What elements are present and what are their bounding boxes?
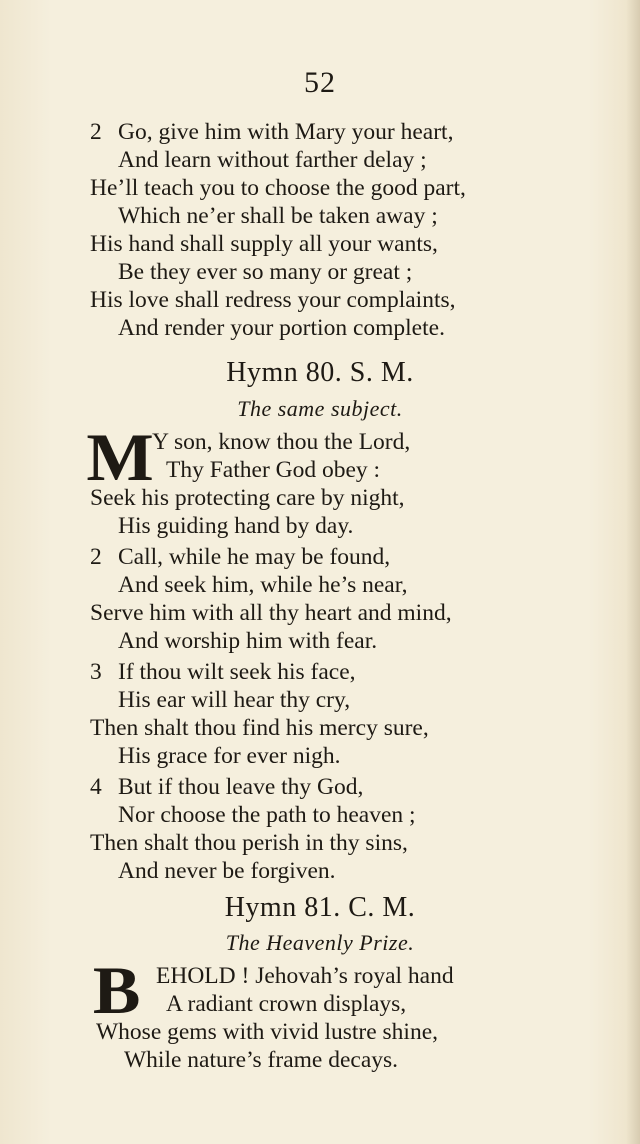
verse-line: EHOLD ! Jehovah’s royal hand: [156, 963, 454, 989]
verse-line: And seek him, while he’s near,: [118, 572, 408, 598]
stanza-number: 3: [90, 659, 102, 685]
verse-line: Then shalt thou find his mercy sure,: [90, 715, 429, 741]
verse-line: While nature’s frame decays.: [124, 1047, 399, 1073]
hymn-title: Hymn 81. C. M.: [224, 892, 416, 923]
drop-cap: B: [92, 952, 141, 1028]
verse-line: Serve him with all thy heart and mind,: [90, 600, 452, 626]
page-number: 52: [304, 66, 336, 99]
hymn-title: Hymn 80. S. M.: [226, 357, 414, 388]
verse-line: Which ne’er shall be taken away ;: [118, 203, 438, 229]
stanza-number: 2: [90, 544, 102, 570]
verse-text: Call, while he may be found,: [118, 544, 391, 570]
verse-line: Nor choose the path to heaven ;: [118, 802, 416, 828]
verse-line: [90, 543, 390, 571]
verse-line: Then shalt thou perish in thy sins,: [90, 830, 408, 856]
verse-line: Y son, know thou the Lord,: [152, 429, 411, 455]
verse-line: Whose gems with vivid lustre shine,: [96, 1019, 439, 1045]
verse-line: He’ll teach you to choose the good part,: [90, 175, 466, 201]
verse-line: His love shall redress your complaints,: [90, 287, 456, 313]
verse-line: [90, 773, 363, 801]
verse-line: Be they ever so many or great ;: [118, 259, 413, 285]
verse-line: [90, 658, 356, 686]
verse-line: And never be forgiven.: [118, 858, 336, 884]
verse-line: Thy Father God obey :: [166, 457, 381, 483]
hymn-subtitle: The same subject.: [237, 396, 403, 421]
verse-text: If thou wilt seek his face,: [118, 659, 356, 685]
verse-line: And worship him with fear.: [118, 628, 378, 654]
verse-text: Go, give him with Mary your heart,: [118, 119, 454, 145]
verse-line: And render your portion complete.: [118, 315, 445, 341]
verse-line: Seek his protecting care by night,: [90, 485, 405, 511]
stanza-number: 4: [90, 774, 102, 800]
hymn-subtitle: The Heavenly Prize.: [225, 930, 415, 955]
verse-line: His hand shall supply all your wants,: [90, 231, 438, 257]
page-edge-shadow: [626, 0, 640, 1144]
verse-line: [90, 118, 453, 146]
verse-line: His guiding hand by day.: [118, 513, 354, 539]
verse-line: His grace for ever nigh.: [118, 743, 341, 769]
verse-line: And learn without farther delay ;: [118, 147, 427, 173]
stanza-number: 2: [90, 119, 102, 145]
drop-cap: M: [86, 419, 154, 495]
verse-line: A radiant crown displays,: [166, 991, 407, 1017]
verse-line: His ear will hear thy cry,: [118, 687, 351, 713]
verse-text: But if thou leave thy God,: [118, 774, 364, 800]
